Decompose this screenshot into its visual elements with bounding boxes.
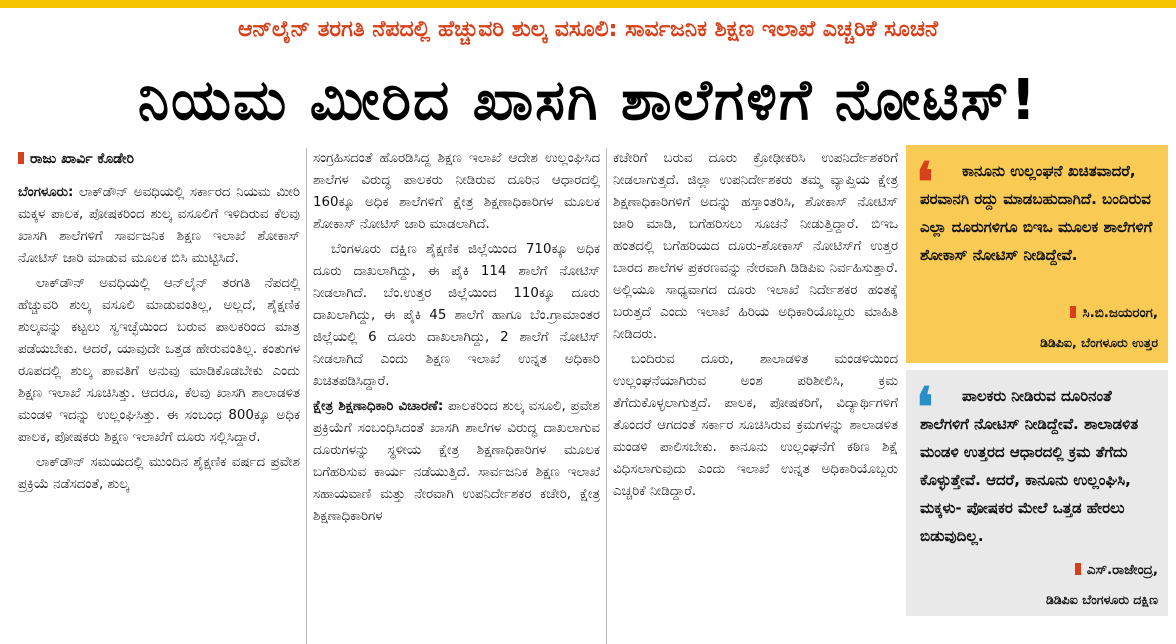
author-marker (1075, 563, 1081, 575)
quote-author (1075, 562, 1158, 578)
article-paragraph (313, 396, 600, 528)
paragraph-text: ಪಾಲಕರಿಂದ ಶುಲ್ಕ ವಸೂಲಿ, ಪ್ರವೇಶ ಪ್ರಕ್ರಿಯೆಗೆ ಸಂಬಂಧಿಸಿದಂತೆ ಖಾಸಗಿ ಶಾಲೆಗಳ ವಿರುದ್ಧ ದಾಖಲಾಗುವ ದೂರುಗಳನ್ನು ಸ್ಥಳೀಯ ಕ್ಷೇತ್ರ ಶಿಕ್ಷಣಾಧಿಕಾರಿಗಳ ಮೂಲಕ ಬಗೆಹರಿಸುವ ಕಾರ್ಯ ನಡೆಯುತ್ತಿದೆ. ಸಾರ್ವಜನಿಕ ಶಿಕ್ಷಣ ಇಲಾಖೆ ಸಹಾಯವಾಣಿ ಮತ್ತು ನೇರವಾಗಿ ಉಪನಿರ್ದೇಶಕರ ಕಚೇರಿ, ಕ್ಷೇತ್ರ ಶಿಕ್ಷಣಾಧಿಕಾರಿಗಳ (313, 399, 600, 524)
headline: ನಿಯಮ ಮೀರಿದ ಖಾಸಗಿ ಶಾಲೆಗಳಿಗೆ ನೋಟಿಸ್! (137, 68, 1039, 133)
quote-mark-icon: ❛ (916, 150, 934, 214)
kicker-subheadline: ಆನ್‌ಲೈನ್ ತರಗತಿ ನೆಪದಲ್ಲಿ ಹೆಚ್ಚುವರಿ ಶುಲ್ಕ ವಸೂಲಿ: ಸಾರ್ವಜನಿಕ ಶಿಕ್ಷಣ ಇಲಾಖೆ ಎಚ್ಚರಿಕೆ ಸೂಚನೆ (238, 17, 938, 42)
top-accent-bar (0, 0, 1176, 8)
article-paragraph: ಲಾಕ್‌ಡೌನ್ ಸಮಯದಲ್ಲಿ ಮುಂದಿನ ಶೈಕ್ಷಣಿಕ ವರ್ಷದ ಪ್ರವೇಶ ಪ್ರಕ್ರಿಯೆ ನಡೆಸದಂತೆ, ಶುಲ್ಕ (18, 455, 300, 492)
column-divider (606, 148, 607, 644)
column-divider (306, 148, 307, 644)
quote-author-name: ಸಿ.ಬಿ.ಜಯರಂಗ, (1082, 305, 1158, 321)
article-column-3 (613, 148, 898, 506)
byline (18, 148, 300, 170)
dateline: ಬೆಂಗಳೂರು: (18, 185, 74, 200)
quote-author-title: ಡಿಡಿಪಿಐ ಬೆಂಗಳೂರು ದಕ್ಷಿಣ (1046, 592, 1158, 607)
article-paragraph (18, 182, 300, 270)
article-paragraph: ಬೆಂಗಳೂರು ದಕ್ಷಿಣ ಶೈಕ್ಷಣಿಕ ಜಿಲ್ಲೆಯಿಂದ 710ಕ್ಕೂ ಅಧಿಕ ದೂರು ದಾಖಲಾಗಿದ್ದು, ಈ ಪೈಕಿ 114 ಶಾಲೆಗೆ ನೋಟಿಸ್ ನೀಡಲಾಗಿದೆ. ಬೆಂ.ಉತ್ತರ ಜಿಲ್ಲೆಯಿಂದ 110ಕ್ಕೂ ದೂರು ದಾಖಲಾಗಿದ್ದು, ಈ ಪೈಕಿ 45 ಶಾಲೆಗೆ ಹಾಗೂ ಬೆಂ.ಗ್ರಾಮಾಂತರ ಜಿಲ್ಲೆಯಲ್ಲಿ 6 ದೂರು ದಾಖಲಾಗಿದ್ದು, 2 ಶಾಲೆಗೆ ನೋಟಿಸ್ ನೀಡಲಾಗಿದೆ ಎಂದು ಶಿಕ್ಷಣ ಇಲಾಖೆ ಉನ್ನತ ಅಧಿಕಾರಿ ಖಚಿತಪಡಿಸಿದ್ದಾರೆ. (313, 242, 600, 389)
article-paragraph: ಸಂಗ್ರಹಿಸದಂತೆ ಹೊರಡಿಸಿದ್ದ ಶಿಕ್ಷಣ ಇಲಾಖೆ ಆದೇಶ ಉಲ್ಲಂಘಿಸಿದ ಶಾಲೆಗಳ ವಿರುದ್ಧ ಪಾಲಕರು ನೀಡಿರುವ ದೂರಿನ ಆಧಾರದಲ್ಲಿ 160ಕ್ಕೂ ಅಧಿಕ ಶಾಲೆಗಳಿಗೆ ಕ್ಷೇತ್ರ ಶಿಕ್ಷಣಾಧಿಕಾರಿಗಳ ಮೂಲಕ ಶೋಕಾಸ್ ನೋಟಿಸ್ ಜಾರಿ ಮಾಡಲಾಗಿದೆ. (313, 151, 600, 232)
paragraph-text: ಲಾಕ್‌ಡೌನ್ ಅವಧಿಯಲ್ಲಿ ಸರ್ಕಾರದ ನಿಯಮ ಮೀರಿ ಮಕ್ಕಳ ಪಾಲಕ, ಪೋಷಕರಿಂದ ಶುಲ್ಕ ವಸೂಲಿಗೆ ಇಳಿದಿರುವ ಕೆಲವು ಖಾಸಗಿ ಶಾಲೆಗಳಿಗೆ ಸಾರ್ವಜನಿಕ ಶಿಕ್ಷಣ ಇಲಾಖೆ ಶೋಕಾಸ್ ನೋಟಿಸ್ ಜಾರಿ ಮಾಡುವ ಮೂಲಕ ಬಿಸಿ ಮುಟ್ಟಿಸಿದೆ. (18, 185, 300, 266)
quote-box-1 (906, 145, 1168, 363)
article-column-2 (313, 148, 600, 531)
article-paragraph: ಕಚೇರಿಗೆ ಬರುವ ದೂರು ಕ್ರೋಢೀಕರಿಸಿ ಉಪನಿರ್ದೇಶಕರಿಗೆ ನೀಡಲಾಗುತ್ತದೆ. ಜಿಲ್ಲಾ ಉಪನಿರ್ದೇಶಕರು ತಮ್ಮ ವ್ಯಾಪ್ತಿಯ ಕ್ಷೇತ್ರ ಶಿಕ್ಷಣಾಧಿಕಾರಿಗಳಿಗೆ ಅದನ್ನು ಹಸ್ತಾಂತರಿಸಿ, ಶೋಕಾಸ್ ನೋಟಿಸ್ ಜಾರಿ ಮಾಡಿ, ಬಗೆಹರಿಸಲು ಸೂಚನೆ ನೀಡುತ್ತಿದ್ದಾರೆ. ಬಿಇಒ ಹಂತದಲ್ಲಿ ಬಗೆಹರಿಯದ ದೂರು-ಶೋಕಾಸ್ ನೋಟಿಸ್‌ಗೆ ಉತ್ತರ ಬಾರದ ಶಾಲೆಗಳ ಪ್ರಕರಣವನ್ನು ನೇರವಾಗಿ ಡಿಡಿಪಿಐ ನಿರ್ವಹಿಸುತ್ತಾರೆ. ಅಲ್ಲಿಯೂ ಸಾಧ್ಯವಾಗದ ದೂರು ಇಲಾಖೆ ನಿರ್ದೇಶಕರ ಹಂತಕ್ಕೆ ಬರುತ್ತದೆ ಎಂದು ಇಲಾಖೆ ಹಿರಿಯ ಅಧಿಕಾರಿಯೊಬ್ಬರು ಮಾಹಿತಿ ನೀಡಿದರು. (613, 151, 898, 342)
quote-author-title: ಡಿಡಿಪಿಐ, ಬೆಂಗಳೂರು ಉತ್ತರ (1040, 335, 1158, 350)
subheading: ಕ್ಷೇತ್ರ ಶಿಕ್ಷಣಾಧಿಕಾರಿ ವಿಚಾರಣೆ: (313, 399, 444, 414)
quote-author-name: ಎಸ್.ರಾಜೇಂದ್ರ, (1086, 562, 1158, 578)
byline-author: ರಾಜು ಖಾರ್ವಿ ಕೊಡೇರಿ (30, 151, 135, 167)
article-paragraph: ಬಂದಿರುವ ದೂರು, ಶಾಲಾಡಳಿತ ಮಂಡಳಿಯಿಂದ ಉಲ್ಲಂಘನೆಯಾಗಿರುವ ಅಂಶ ಪರಿಶೀಲಿಸಿ, ಕ್ರಮ ತೆಗೆದುಕೊಳ್ಳಲಾಗುತ್ತದೆ. ಪಾಲಕ, ಪೋಷಕರಿಗೆ, ವಿದ್ಯಾರ್ಥಿಗಳಿಗೆ ತೊಂದರೆ ಆಗದಂತೆ ಸರ್ಕಾರ ಸೂಚಿಸಿರುವ ಕ್ರಮಗಳನ್ನು ಶಾಲಾಡಳಿತ ಮಂಡಳಿ ಪಾಲಿಸಬೇಕು. ಕಾನೂನು ಉಲ್ಲಂಘನೆಗೆ ಕಠಿಣ ಶಿಕ್ಷೆ ವಿಧಿಸಲಾಗುವುದು ಎಂದು ಇಲಾಖೆ ಉನ್ನತ ಅಧಿಕಾರಿಯೊಬ್ಬರು ಎಚ್ಚರಿಕೆ ನೀಡಿದ್ದಾರೆ. (613, 352, 898, 499)
quote-text: ಪಾಲಕರು ನೀಡಿರುವ ದೂರಿನಂತೆ ಶಾಲೆಗಳಿಗೆ ನೋಟಿಸ್ ನೀಡಿದ್ದೇವೆ. ಶಾಲಾಡಳಿತ ಮಂಡಳಿ ಉತ್ತರದ ಆಧಾರದಲ್ಲಿ ಕ್ರಮ ತೆಗೆದು ಕೊಳ್ಳುತ್ತೇವೆ. ಆದರೆ, ಕಾನೂನು ಉಲ್ಲಂಘಿಸಿ, ಮಕ್ಕಳು- ಪೋಷಕರ ಮೇಲೆ ಒತ್ತಡ ಹೇರಲು ಬಿಡುವುದಿಲ್ಲ. (920, 387, 1139, 545)
byline-marker (18, 152, 24, 164)
author-marker (1070, 306, 1076, 318)
quote-box-2 (906, 370, 1168, 616)
quote-mark-icon: ❛ (916, 375, 934, 439)
quote-text: ಕಾನೂನು ಉಲ್ಲಂಘನೆ ಖಚಿತವಾದರೆ, ಪರವಾನಗಿ ರದ್ದು ಮಾಡಬಹುದಾಗಿದೆ. ಬಂದಿರುವ ಎಲ್ಲಾ ದೂರುಗಳಿಗೂ ಬಿಇಒ ಮೂಲಕ ಶಾಲೆಗಳಿಗೆ ಶೋಕಾಸ್ ನೋಟಿಸ್ ನೀಡಿದ್ದೇವೆ. (920, 162, 1153, 264)
article-column-1 (18, 148, 300, 499)
article-paragraph: ಲಾಕ್‌ಡೌನ್ ಅವಧಿಯಲ್ಲಿ ಆನ್‌ಲೈನ್ ತರಗತಿ ನೆಪದಲ್ಲಿ ಹೆಚ್ಚುವರಿ ಶುಲ್ಕ ವಸೂಲಿ ಮಾಡುವಂತಿಲ್ಲ, ಅಲ್ಲದೆ, ಶೈಕ್ಷಣಿಕ ಶುಲ್ಕವನ್ನು ಕಟ್ಟಲು ಸ್ವಇಚ್ಛೆಯಿಂದ ಬರುವ ಪಾಲಕರಿಂದ ಮಾತ್ರ ಪಡೆಯಬೇಕು. ಆದರೆ, ಯಾವುದೇ ಒತ್ತಡ ಹೇರುವಂತಿಲ್ಲ. ಕಂತುಗಳ ರೂಪದಲ್ಲಿ ಶುಲ್ಕ ಪಾವತಿಗೆ ಅನುವು ಮಾಡಿಕೊಡಬೇಕು ಎಂದು ಶಿಕ್ಷಣ ಇಲಾಖೆ ಸೂಚಿಸಿತ್ತು. ಆದರೂ, ಕೆಲವು ಖಾಸಗಿ ಶಾಲಾಡಳಿತ ಮಂಡಳಿ ಇದನ್ನು ಉಲ್ಲಂಘಿಸಿತ್ತು. ಈ ಸಂಬಂಧ 800ಕ್ಕೂ ಅಧಿಕ ಪಾಲಕ, ಪೋಷಕರು ಶಿಕ್ಷಣ ಇಲಾಖೆಗೆ ದೂರು ಸಲ್ಲಿಸಿದ್ದಾರೆ. (18, 276, 300, 445)
quote-author (1070, 305, 1158, 321)
